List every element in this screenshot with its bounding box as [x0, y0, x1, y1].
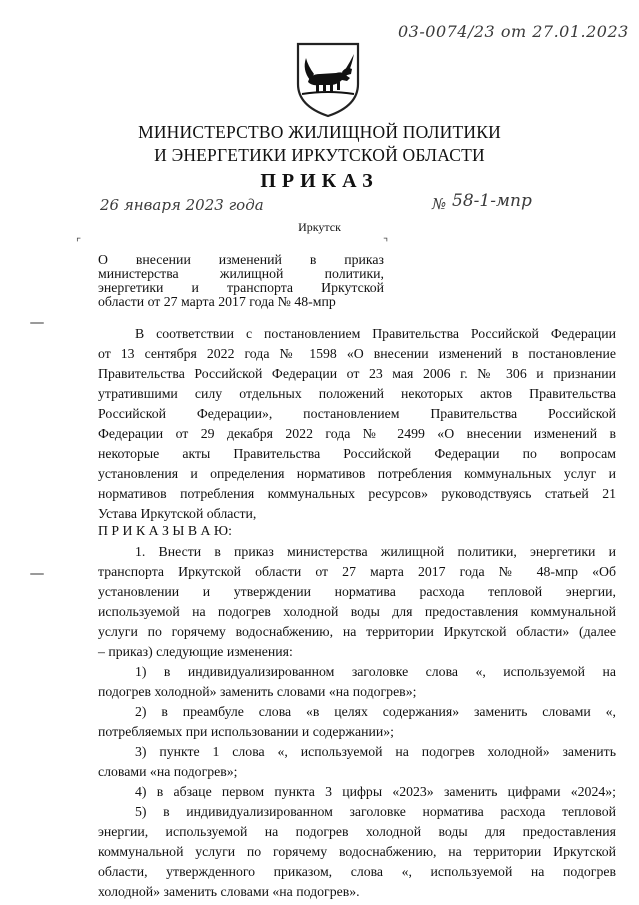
body-line: коммунальной услуги по горячему водоснабжению, на территории Иркутской — [98, 844, 616, 859]
body-line: потребляемых при использовании и содержании»; — [98, 724, 394, 739]
list-item-1: 1) в индивидуализированном заголовке слова «, используемой на — [135, 664, 616, 679]
body-line: утратившими силу отдельных положений некоторых актов Правительства — [98, 386, 616, 401]
coat-of-arms-emblem — [292, 40, 364, 118]
registration-note: 03-0074/23 от 27.01.2023 — [398, 22, 629, 41]
margin-mark — [30, 322, 44, 324]
body-line: 1. Внести в приказ министерства жилищной политики, энергетики и — [135, 544, 616, 559]
body-line: от 13 сентября 2022 года № 1598 «О внесении изменений в постановление — [98, 346, 616, 361]
body-line: словами «на подогрев»; — [98, 764, 238, 779]
body-line: В соответствии с постановлением Правительства Российской Федерации — [135, 326, 616, 341]
subject-line: министерства жилищной политики, — [98, 266, 384, 281]
list-item-2: 2) в преамбуле слова «в целях содержания» заменить словами «, — [135, 704, 616, 719]
handwritten-order-number: 58-1-мпр — [452, 191, 532, 211]
subject-line: О внесении изменений в приказ — [98, 252, 384, 267]
body-line: некоторые акты Правительства Российской Федерации по вопросам — [98, 446, 616, 461]
body-line: транспорта Иркутской области от 27 марта 2017 года № 48-мпр «Об — [98, 564, 616, 579]
list-item-4: 4) в абзаце первом пункта 3 цифры «2023» заменить цифрами «2024»; — [135, 784, 616, 799]
subject-line: энергетики и транспорта Иркутской — [98, 280, 384, 295]
body-line: установления и определения нормативов потребления коммунальных услуг и — [98, 466, 616, 481]
body-line: – приказ) следующие изменения: — [98, 644, 293, 659]
order-keyword: П Р И К А З Ы В А Ю: — [98, 523, 232, 538]
body-line: подогрев холодной» заменить словами «на подогрев»; — [98, 684, 417, 699]
body-line: услуги по горячему водоснабжению, на территории Иркутской области» (далее — [98, 624, 616, 639]
subject-line: области от 27 марта 2017 года № 48-мпр — [98, 294, 336, 309]
body-line: нормативов потребления коммунальных ресурсов» руководствуясь статьей 21 — [98, 486, 616, 501]
ministry-name-line-2: И ЭНЕРГЕТИКИ ИРКУТСКОЙ ОБЛАСТИ — [154, 145, 485, 165]
ministry-name-line-1: МИНИСТЕРСТВО ЖИЛИЩНОЙ ПОЛИТИКИ — [138, 122, 501, 142]
number-sign: № — [432, 195, 447, 213]
subject-bracket-left: ⌜ — [76, 236, 82, 249]
margin-mark — [30, 573, 44, 575]
body-line: области, утвержденного приказом, слова «, используемой на подогрев — [98, 864, 616, 879]
body-line: энергии, используемой на подогрев холодной воды для предоставления — [98, 824, 616, 839]
subject-bracket-right: ⌝ — [383, 236, 389, 249]
body-line: установлении и утверждении норматива расхода тепловой энергии, — [98, 584, 616, 599]
body-line: Устава Иркутской области, — [98, 506, 257, 521]
body-line: Российской Федерации», постановлением Правительства Российской — [98, 406, 616, 421]
list-item-5: 5) в индивидуализированном заголовке норматива расхода тепловой — [135, 804, 616, 819]
city-label: Иркутск — [298, 220, 341, 234]
body-line: Федерации от 29 декабря 2022 года № 2499 «О внесении изменений в — [98, 426, 616, 441]
document-type-heading: ПРИКАЗ — [260, 170, 379, 192]
handwritten-date: 26 января 2023 года — [100, 196, 264, 214]
list-item-3: 3) пункте 1 слова «, используемой на подогрев холодной» заменить — [135, 744, 616, 759]
body-line: Правительства Российской Федерации от 23 мая 2006 г. № 306 и признании — [98, 366, 616, 381]
body-line: используемой на подогрев холодной воды для предоставления коммунальной — [98, 604, 616, 619]
body-line: холодной» заменить словами «на подогрев». — [98, 884, 360, 899]
